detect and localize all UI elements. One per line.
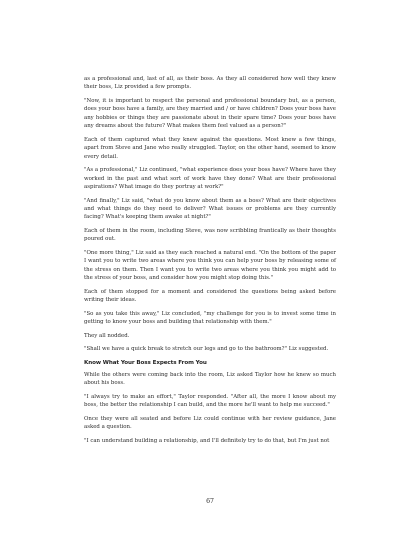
paragraph: "I can understand building a relationship, and I'll definitely try to do that, but I'm just not (84, 437, 330, 444)
paragraph: "Now, it is important to respect the personal and professional boundary but, as a person, does your boss have a family, are they married and / or have children? Does your boss have any hobbies or things they are passionate about in their spare time? Does your boss have any dreams about the future? What makes them feel valued as a person?" (84, 98, 336, 130)
page-number: 67 (206, 498, 214, 505)
paragraph: "And finally," Liz said, "what do you know about them as a boss? What are their objectives and what things do they need to deliver? What issues or problems are they currently facing? What's keeping them awake at night?" (84, 197, 336, 221)
paragraph: "As a professional," Liz continued, "what experience does your boss have? Where have they worked in the past and what sort of work have they done? What are their professional aspirations? What image do they portray at work?" (84, 167, 336, 191)
paragraph: "So as you take this away," Liz concluded, "my challenge for you is to invest some time in getting to know your boss and building that relationship with them." (84, 310, 336, 326)
paragraph: They all nodded. (84, 332, 130, 339)
paragraph: Each of them captured what they knew against the questions. Most knew a few things, apart from Steve and Jane who really struggled. Taylor, on the other hand, seemed to know every detail. (84, 136, 336, 160)
paragraph: "I always try to make an effort," Taylor responded. "After all, the more I know about my boss, the better the relationship I can build, and the more he'll want to help me succeed." (84, 393, 336, 409)
paragraph: "Shall we have a quick break to stretch our legs and go to the bathroom?" Liz suggested. (84, 346, 329, 353)
paragraph: Each of them stopped for a moment and considered the questions being asked before writing their ideas. (84, 288, 336, 304)
section-heading: Know What Your Boss Expects From You (84, 360, 207, 367)
paragraph: as a professional and, last of all, as their boss. As they all considered how well they knew their boss, Liz provided a few prompts. (84, 76, 336, 91)
paragraph: While the others were coming back into the room, Liz asked Taylor how he knew so much about his boss. (84, 371, 336, 387)
body-text (84, 75, 336, 451)
paragraph: Once they were all seated and before Liz could continue with her review guidance, Jane asked a question. (84, 415, 336, 431)
paragraph: Each of them in the room, including Steve, was now scribbling frantically as their thoughts poured out. (84, 228, 336, 243)
paragraph: "One more thing," Liz said as they each reached a natural end. "On the bottom of the paper I want you to write two areas where you think you can help your boss by releasing some of the stress on them. Then I want you to write two areas where you think you might add to the stress of your boss, and consider how you might stop doing this." (84, 250, 336, 282)
